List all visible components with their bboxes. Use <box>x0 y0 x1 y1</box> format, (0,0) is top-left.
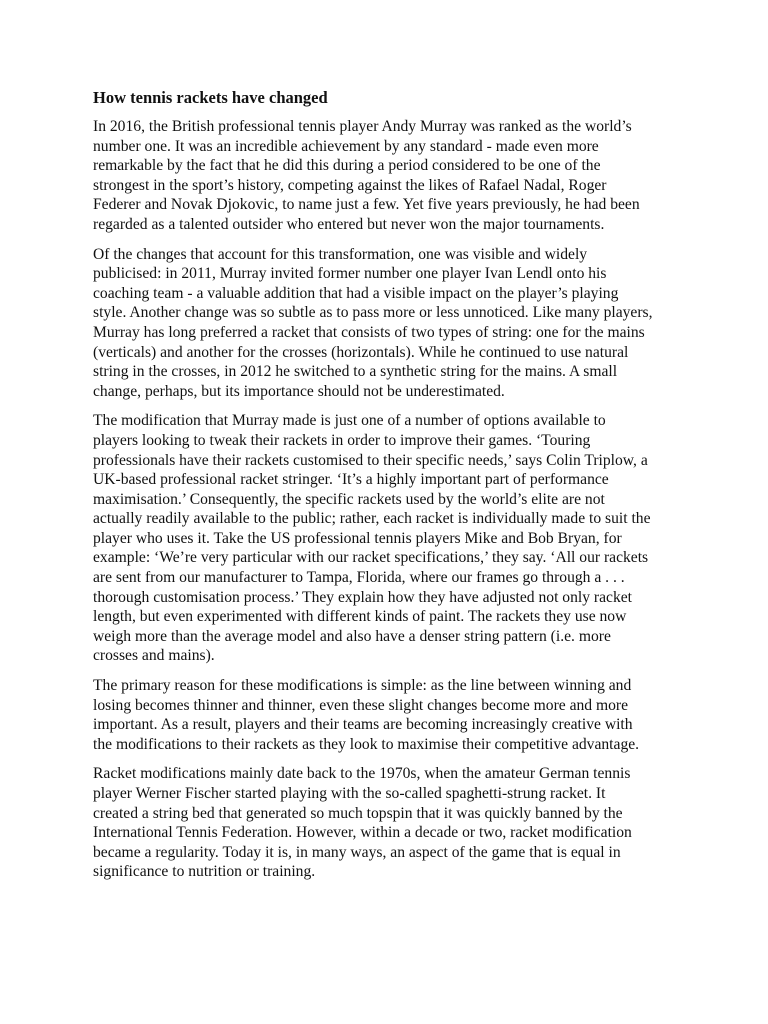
paragraph-4: The primary reason for these modifications is simple: as the line between winning and losing becomes thinner and thinner, even these slight changes become more and more important. As a result, players and their teams are becoming increasingly creative with the modifications to their rackets as they look to maximise their competitive advantage. <box>93 677 640 753</box>
article-body <box>93 88 653 892</box>
paragraph-3: The modification that Murray made is just one of a number of options available to players looking to tweak their rackets in order to improve their games. ‘Touring professionals have their rackets customised to their specific needs,’ says Colin Triplow, a UK-based professional racket stringer. ‘It’s a highly important part of performance maximisation.’ Consequently, the specific rackets used by the world’s elite are not actually readily available to the public; rather, each racket is individually made to suit the player who uses it. Take the US professional tennis players Mike and Bob Bryan, for example: ‘We’re very particular with our racket specifications,’ they say. ‘All our rackets are sent from our manufacturer to Tampa, Florida, where our frames go through a . . . thorough customisation process.’ They explain how they have adjusted not only racket length, but even experimented with different kinds of paint. The rackets they use now weigh more than the average model and also have a denser string pattern (i.e. more crosses and mains). <box>93 412 651 665</box>
paragraph-1: In 2016, the British professional tennis player Andy Murray was ranked as the world’s number one. It was an incredible achievement by any standard - made even more remarkable by the fact that he did this during a period considered to be one of the strongest in the sport’s history, competing against the likes of Rafael Nadal, Roger Federer and Novak Djokovic, to name just a few. Yet five years previously, he had been regarded as a talented outsider who entered but never won the major tournaments. <box>93 118 640 233</box>
paragraph-5: Racket modifications mainly date back to the 1970s, when the amateur German tennis player Werner Fischer started playing with the so-called spaghetti-strung racket. It created a string bed that generated so much topspin that it was quickly banned by the International Tennis Federation. However, within a decade or two, racket modification became a regularity. Today it is, in many ways, an aspect of the game that is equal in significance to nutrition or training. <box>93 765 632 881</box>
paragraph-2: Of the changes that account for this transformation, one was visible and widely publicised: in 2011, Murray invited former number one player Ivan Lendl onto his coaching team - a valuable addition that had a visible impact on the player’s playing style. Another change was so subtle as to pass more or less unnoticed. Like many players, Murray has long preferred a racket that consists of two types of string: one for the mains (verticals) and another for the crosses (horizontals). While he continued to use natural string in the crosses, in 2012 he switched to a synthetic string for the mains. A small change, perhaps, but its importance should not be underestimated. <box>93 245 653 400</box>
article-title: How tennis rackets have changed <box>93 88 328 107</box>
